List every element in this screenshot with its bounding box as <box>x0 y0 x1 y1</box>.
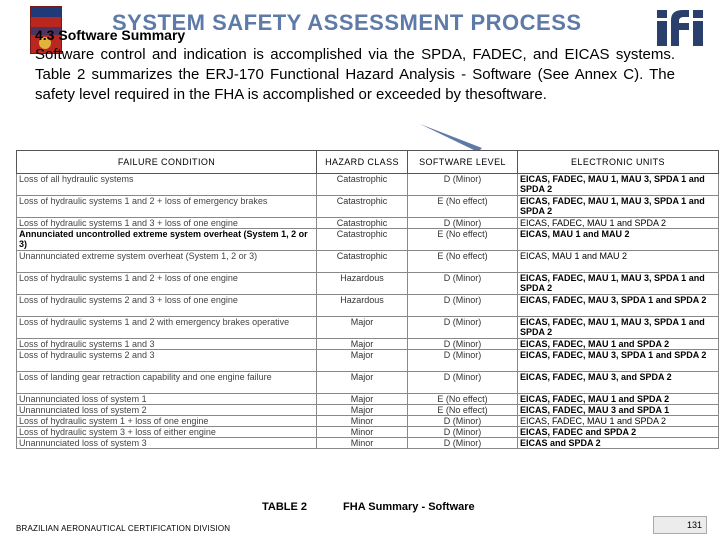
failure-condition-cell: Unannunciated extreme system overheat (System 1, 2 or 3) <box>17 251 317 273</box>
table-caption-text: FHA Summary - Software <box>343 501 475 513</box>
table-row <box>17 229 719 251</box>
failure-condition-cell: Loss of all hydraulic systems <box>17 174 317 196</box>
software-level-cell: D (Minor) <box>408 317 518 339</box>
table-header-row <box>17 151 719 174</box>
failure-condition-cell: Unannunciated loss of system 1 <box>17 394 317 405</box>
fha-summary-table <box>16 150 719 449</box>
electronic-units-cell: EICAS, FADEC, MAU 1 and SPDA 2 <box>518 416 719 427</box>
electronic-units-cell: EICAS, MAU 1 and MAU 2 <box>518 251 719 273</box>
hazard-class-cell: Major <box>317 405 408 416</box>
electronic-units-cell: EICAS, MAU 1 and MAU 2 <box>518 229 719 251</box>
header-electronic-units: ELECTRONIC UNITS <box>518 151 719 174</box>
electronic-units-cell: EICAS, FADEC, MAU 3, SPDA 1 and SPDA 2 <box>518 295 719 317</box>
page-number: 131 <box>653 516 707 534</box>
hazard-class-cell: Catastrophic <box>317 229 408 251</box>
table-row <box>17 251 719 273</box>
electronic-units-cell: EICAS, FADEC, MAU 3 and SPDA 1 <box>518 405 719 416</box>
hazard-class-cell: Hazardous <box>317 273 408 295</box>
hazard-class-cell: Catastrophic <box>317 251 408 273</box>
electronic-units-cell: EICAS, FADEC, MAU 3, and SPDA 2 <box>518 372 719 394</box>
electronic-units-cell: EICAS, FADEC, MAU 1 and SPDA 2 <box>518 339 719 350</box>
hazard-class-cell: Catastrophic <box>317 218 408 229</box>
software-level-cell: D (Minor) <box>408 438 518 449</box>
table-row <box>17 372 719 394</box>
electronic-units-cell: EICAS, FADEC, MAU 1, MAU 3, SPDA 1 and SPDA 2 <box>518 196 719 218</box>
electronic-units-cell: EICAS, FADEC, MAU 1 and SPDA 2 <box>518 394 719 405</box>
software-level-cell: D (Minor) <box>408 273 518 295</box>
failure-condition-cell: Loss of hydraulic systems 1 and 3 + loss of one engine <box>17 218 317 229</box>
electronic-units-cell: EICAS, FADEC and SPDA 2 <box>518 427 719 438</box>
table-row <box>17 218 719 229</box>
hazard-class-cell: Catastrophic <box>317 196 408 218</box>
table-row <box>17 350 719 372</box>
failure-condition-cell: Loss of hydraulic system 1 + loss of one engine <box>17 416 317 427</box>
software-level-cell: D (Minor) <box>408 295 518 317</box>
section-subtitle: 4.3 Software Summary <box>35 27 186 43</box>
failure-condition-cell: Loss of hydraulic systems 2 and 3 + loss of one engine <box>17 295 317 317</box>
software-level-cell: E (No effect) <box>408 405 518 416</box>
hazard-class-cell: Minor <box>317 427 408 438</box>
table-row <box>17 405 719 416</box>
software-level-cell: D (Minor) <box>408 350 518 372</box>
software-level-cell: D (Minor) <box>408 174 518 196</box>
software-level-cell: E (No effect) <box>408 196 518 218</box>
table-row <box>17 394 719 405</box>
hazard-class-cell: Minor <box>317 416 408 427</box>
electronic-units-cell: EICAS, FADEC, MAU 1, MAU 3, SPDA 1 and SPDA 2 <box>518 317 719 339</box>
footer-organization: BRAZILIAN AERONAUTICAL CERTIFICATION DIVISION <box>16 524 231 533</box>
hazard-class-cell: Major <box>317 339 408 350</box>
failure-condition-cell: Loss of hydraulic systems 1 and 2 + loss of one engine <box>17 273 317 295</box>
software-level-cell: E (No effect) <box>408 251 518 273</box>
failure-condition-cell: Loss of hydraulic systems 2 and 3 <box>17 350 317 372</box>
software-level-cell: D (Minor) <box>408 372 518 394</box>
electronic-units-cell: EICAS, FADEC, MAU 1 and SPDA 2 <box>518 218 719 229</box>
hazard-class-cell: Major <box>317 317 408 339</box>
hazard-class-cell: Major <box>317 372 408 394</box>
ifi-logo <box>655 8 707 48</box>
header-software-level: SOFTWARE LEVEL <box>408 151 518 174</box>
table-row <box>17 339 719 350</box>
electronic-units-cell: EICAS and SPDA 2 <box>518 438 719 449</box>
electronic-units-cell: EICAS, FADEC, MAU 3, SPDA 1 and SPDA 2 <box>518 350 719 372</box>
electronic-units-cell: EICAS, FADEC, MAU 1, MAU 3, SPDA 1 and SPDA 2 <box>518 273 719 295</box>
header-hazard-class: HAZARD CLASS <box>317 151 408 174</box>
failure-condition-cell: Loss of hydraulic system 3 + loss of either engine <box>17 427 317 438</box>
failure-condition-cell: Unannunciated loss of system 3 <box>17 438 317 449</box>
table-row <box>17 427 719 438</box>
failure-condition-cell: Loss of hydraulic systems 1 and 2 + loss of emergency brakes <box>17 196 317 218</box>
software-level-cell: D (Minor) <box>408 416 518 427</box>
table-row <box>17 273 719 295</box>
page-title: SYSTEM SAFETY ASSESSMENT PROCESS <box>112 10 582 35</box>
hazard-class-cell: Catastrophic <box>317 174 408 196</box>
summary-paragraph: Software control and indication is accomplished via the SPDA, FADEC, and EICAS systems. Table 2 summarizes the ERJ-170 Functional Hazard Analysis - Software (See Annex C). The safety level required in the FHA is accomplished or exceeded by thesoftware. <box>35 46 675 103</box>
table-caption-label: TABLE 2 <box>262 501 308 513</box>
software-level-cell: E (No effect) <box>408 229 518 251</box>
hazard-class-cell: Major <box>317 350 408 372</box>
failure-condition-cell: Unannunciated loss of system 2 <box>17 405 317 416</box>
software-level-cell: E (No effect) <box>408 394 518 405</box>
hazard-class-cell: Major <box>317 394 408 405</box>
table-row <box>17 416 719 427</box>
table-row <box>17 196 719 218</box>
table-row <box>17 317 719 339</box>
header-failure-condition: FAILURE CONDITION <box>17 151 317 174</box>
table-row <box>17 174 719 196</box>
hazard-class-cell: Hazardous <box>317 295 408 317</box>
software-level-cell: D (Minor) <box>408 427 518 438</box>
table-row <box>17 295 719 317</box>
electronic-units-cell: EICAS, FADEC, MAU 1, MAU 3, SPDA 1 and SPDA 2 <box>518 174 719 196</box>
failure-condition-cell: Loss of hydraulic systems 1 and 2 with emergency brakes operative <box>17 317 317 339</box>
software-level-cell: D (Minor) <box>408 339 518 350</box>
failure-condition-cell: Loss of landing gear retraction capability and one engine failure <box>17 372 317 394</box>
table-caption <box>262 501 475 513</box>
failure-condition-cell: Loss of hydraulic systems 1 and 3 <box>17 339 317 350</box>
failure-condition-cell: Annunciated uncontrolled extreme system overheat (System 1, 2 or 3) <box>17 229 317 251</box>
hazard-class-cell: Minor <box>317 438 408 449</box>
table-row <box>17 438 719 449</box>
software-level-cell: D (Minor) <box>408 218 518 229</box>
